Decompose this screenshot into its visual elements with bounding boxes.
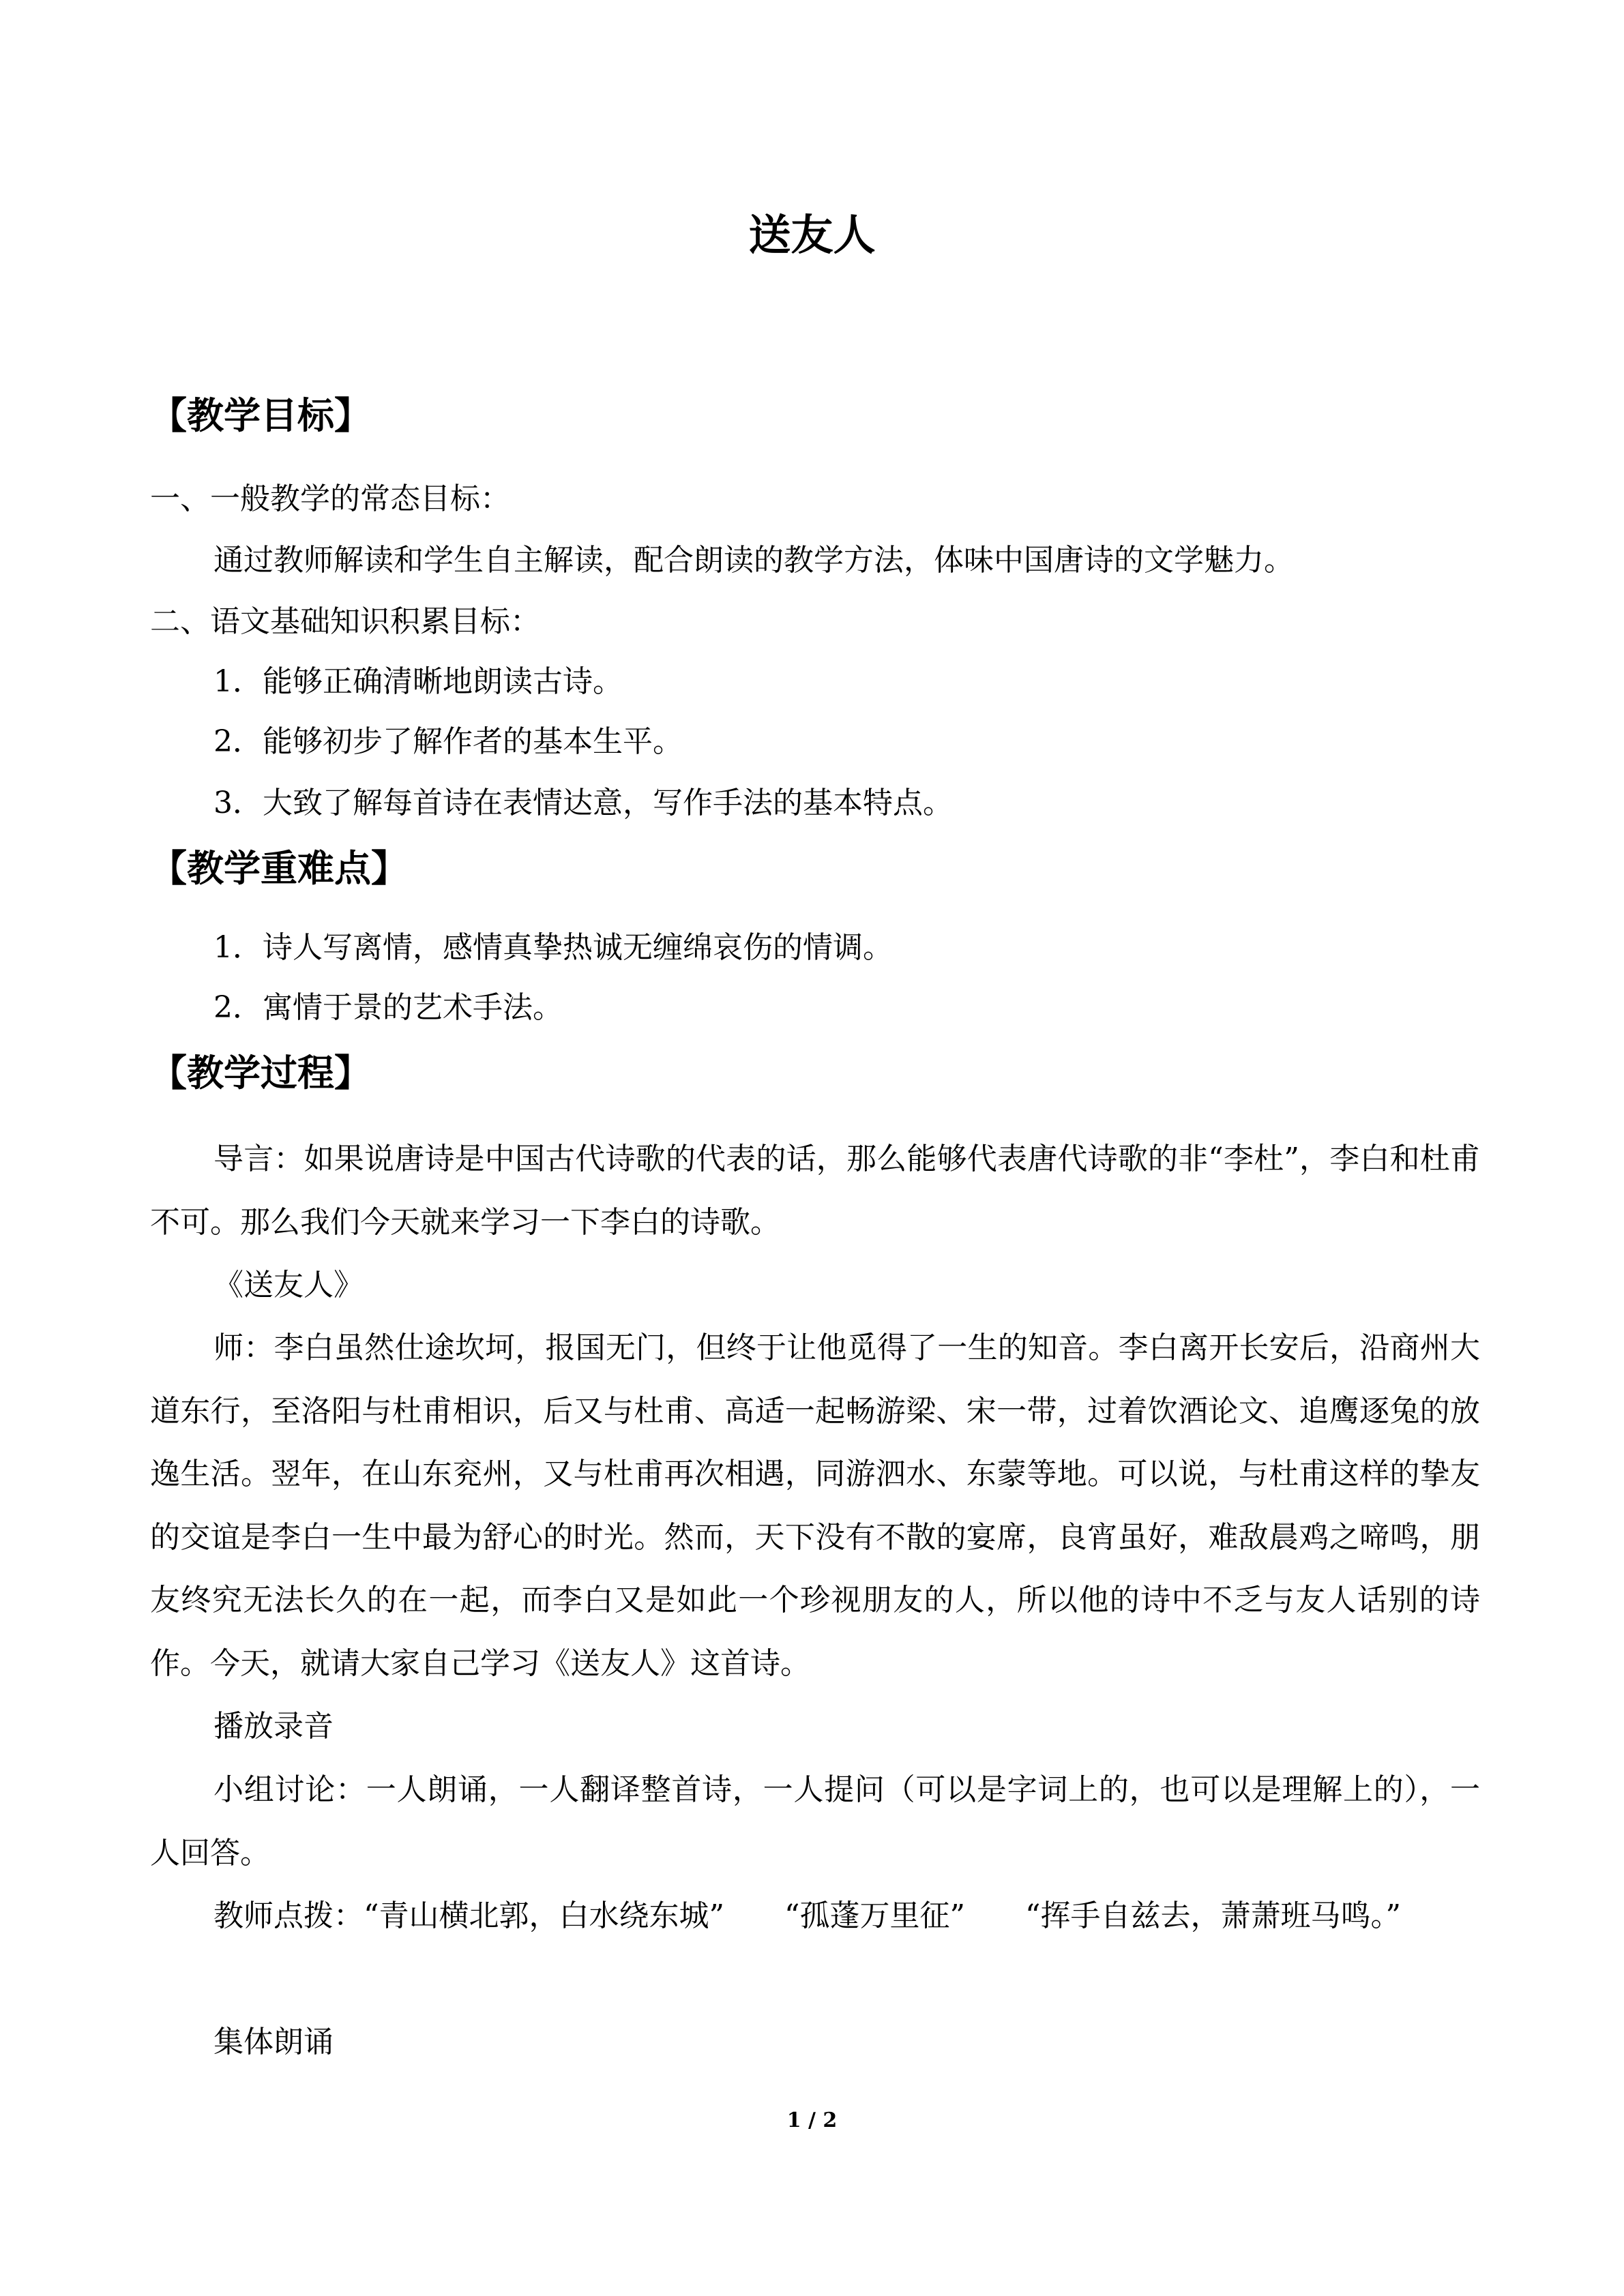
objective-label-2: 二、语文基础知识积累目标： [150,604,540,639]
section-heading-objectives: 【教学目标】 [150,394,371,437]
key-point: 2．寓情于景的艺术手法。 [213,990,563,1025]
poem-title-line: 《送友人》 [213,1268,364,1302]
section-heading-key-points: 【教学重难点】 [150,847,408,890]
recording-line: 播放录音 [213,1709,334,1744]
document-title: 送友人 [748,210,876,260]
objective-text-1: 通过教师解读和学生自主解读，配合朗读的教学方法，体味中国唐诗的文学魅力。 [213,543,1294,578]
teacher-paragraph: 师：李白虽然仕途坎坷，报国无门，但终于让他觅得了一生的知音。李白离开长安后，沿商州大道东行，至洛阳与杜甫相识，后又与杜甫、高适一起畅游梁、宋一带，过着饮酒论文、追鹰逐兔的放逸生活。翌年，在山东兖州，又与杜甫再次相遇，同游泗水、东蒙等地。可以说，与杜甫这样的挚友的交谊是李白一生中最为舒心的时光。然而，天下没有不散的宴席，良宵虽好，难敌晨鸡之啼鸣，朋友终究无法长久的在一起，而李白又是如此一个珍视朋友的人，所以他的诗中不乏与友人话别的诗作。今天，就请大家自己学习《送友人》这首诗。 [150,1330,1480,1681]
group-discussion-paragraph: 小组讨论：一人朗诵，一人翻译整首诗，一人提问（可以是字词上的，也可以是理解上的），一人回答。 [150,1772,1480,1870]
page-number: 1 / 2 [786,2108,838,2132]
objective-point: 2．能够初步了解作者的基本生平。 [213,724,683,759]
objective-point: 3．大致了解每首诗在表情达意，写作手法的基本特点。 [213,786,953,820]
section-heading-process: 【教学过程】 [150,1052,371,1094]
intro-paragraph: 导言：如果说唐诗是中国古代诗歌的代表的话，那么能够代表唐代诗歌的非“李杜”，李白和杜甫不可。那么我们今天就来学习一下李白的诗歌。 [150,1142,1480,1240]
reading-line: 集体朗诵 [213,2025,334,2059]
objective-point: 1．能够正确清晰地朗读古诗。 [213,664,623,699]
objective-label-1: 一、一般教学的常态目标： [150,481,510,516]
guidance-paragraph: 教师点拨：“青山横北郭，白水绕东城” “孤蓬万里征” “挥手自兹去，萧萧班马鸣。” [213,1898,1401,1933]
key-point: 1．诗人写离情，感情真挚热诚无缠绵哀伤的情调。 [213,930,893,965]
